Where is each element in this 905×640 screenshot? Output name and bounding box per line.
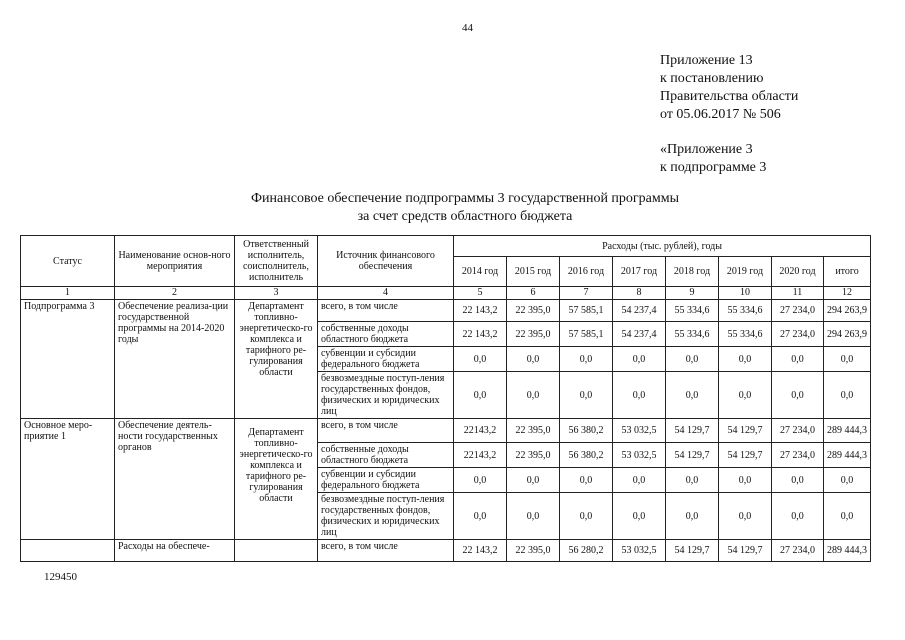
value-cell: 0,0 [772, 347, 824, 372]
value-cell: 289 444,3 [824, 419, 871, 443]
source-cell: всего, в том числе [318, 300, 454, 322]
value-cell: 0,0 [772, 372, 824, 419]
value-cell: 57 585,1 [560, 322, 613, 347]
value-cell: 0,0 [824, 468, 871, 493]
value-cell: 22 143,2 [454, 300, 507, 322]
event-name-cell: Расходы на обеспече- [115, 540, 235, 562]
value-cell: 22 143,2 [454, 322, 507, 347]
value-cell: 0,0 [613, 468, 666, 493]
value-cell: 55 334,6 [719, 300, 772, 322]
value-cell: 0,0 [613, 372, 666, 419]
source-cell: субвенции и субсидии федерального бюджета [318, 347, 454, 372]
table-row [21, 419, 871, 443]
value-cell: 0,0 [454, 372, 507, 419]
value-cell: 22 395,0 [507, 419, 560, 443]
source-cell: безвозмездные поступ-ления государственных фондов, физических и юридических лиц [318, 493, 454, 540]
value-cell: 0,0 [560, 493, 613, 540]
col-index: 10 [719, 287, 772, 300]
source-cell: собственные доходы областного бюджета [318, 443, 454, 468]
header-year: 2020 год [772, 257, 824, 287]
footer-code: 129450 [44, 571, 77, 583]
value-cell: 0,0 [613, 347, 666, 372]
value-cell: 54 129,7 [666, 540, 719, 562]
header-year: 2019 год [719, 257, 772, 287]
source-cell: всего, в том числе [318, 540, 454, 562]
value-cell: 0,0 [507, 468, 560, 493]
value-cell: 0,0 [454, 347, 507, 372]
header-year: 2017 год [613, 257, 666, 287]
appendix-line: Правительства области [660, 89, 799, 104]
value-cell: 289 444,3 [824, 540, 871, 562]
value-cell: 0,0 [824, 347, 871, 372]
event-name-cell: Обеспечение деятель-ности государственных органов [115, 419, 235, 540]
status-cell: Основное меро-приятие 1 [21, 419, 115, 540]
col-index: 7 [560, 287, 613, 300]
value-cell: 294 263,9 [824, 300, 871, 322]
event-name-cell: Обеспечение реализа-ции государственной программы на 2014-2020 годы [115, 300, 235, 419]
value-cell: 55 334,6 [719, 322, 772, 347]
header-total: итого [824, 257, 871, 287]
appendix-subheader [660, 141, 766, 177]
value-cell: 0,0 [454, 468, 507, 493]
table-row [21, 300, 871, 322]
col-index: 11 [772, 287, 824, 300]
value-cell: 0,0 [666, 347, 719, 372]
status-cell: Подпрограмма 3 [21, 300, 115, 419]
value-cell: 57 585,1 [560, 300, 613, 322]
value-cell: 0,0 [666, 372, 719, 419]
value-cell: 0,0 [719, 372, 772, 419]
value-cell: 0,0 [454, 493, 507, 540]
value-cell: 53 032,5 [613, 540, 666, 562]
value-cell: 0,0 [824, 372, 871, 419]
status-cell [21, 540, 115, 562]
value-cell: 56 380,2 [560, 443, 613, 468]
source-cell: субвенции и субсидии федерального бюджета [318, 468, 454, 493]
value-cell: 22 395,0 [507, 540, 560, 562]
value-cell: 0,0 [507, 493, 560, 540]
value-cell: 22 395,0 [507, 322, 560, 347]
appendix-line: к постановлению [660, 71, 764, 86]
value-cell: 54 237,4 [613, 300, 666, 322]
value-cell: 0,0 [772, 493, 824, 540]
value-cell: 55 334,6 [666, 300, 719, 322]
value-cell: 54 237,4 [613, 322, 666, 347]
appendix-sub-line: «Приложение 3 [660, 142, 753, 157]
value-cell: 27 234,0 [772, 540, 824, 562]
value-cell: 22 395,0 [507, 443, 560, 468]
header-year: 2018 год [666, 257, 719, 287]
header-source: Источник финансового обеспечения [318, 236, 454, 287]
value-cell: 53 032,5 [613, 443, 666, 468]
header-status: Статус [21, 236, 115, 287]
value-cell: 56 280,2 [560, 540, 613, 562]
value-cell: 0,0 [666, 468, 719, 493]
value-cell: 22143,2 [454, 443, 507, 468]
value-cell: 0,0 [666, 493, 719, 540]
header-event-name: Наименование основ-ного мероприятия [115, 236, 235, 287]
header-year: 2016 год [560, 257, 613, 287]
table-row [21, 540, 871, 562]
executor-cell: Департамент топливно-энергетическо-го комплекса и тарифного ре-гулирования области [235, 300, 318, 419]
appendix-header [660, 52, 798, 124]
value-cell: 289 444,3 [824, 443, 871, 468]
value-cell: 54 129,7 [719, 540, 772, 562]
source-cell: собственные доходы областного бюджета [318, 322, 454, 347]
col-index: 12 [824, 287, 871, 300]
value-cell: 55 334,6 [666, 322, 719, 347]
col-index: 4 [318, 287, 454, 300]
value-cell: 0,0 [560, 347, 613, 372]
value-cell: 54 129,7 [666, 419, 719, 443]
value-cell: 0,0 [719, 347, 772, 372]
header-executor: Ответственный исполнитель, соисполнитель, исполнитель [235, 236, 318, 287]
value-cell: 294 263,9 [824, 322, 871, 347]
value-cell: 56 380,2 [560, 419, 613, 443]
title-line-2: за счет средств областного бюджета [357, 209, 573, 224]
col-index: 9 [666, 287, 719, 300]
value-cell: 0,0 [560, 372, 613, 419]
col-index: 5 [454, 287, 507, 300]
value-cell: 0,0 [507, 347, 560, 372]
col-index: 1 [21, 287, 115, 300]
value-cell: 22 143,2 [454, 540, 507, 562]
value-cell: 0,0 [824, 493, 871, 540]
value-cell: 0,0 [560, 468, 613, 493]
appendix-line: от 05.06.2017 № 506 [660, 107, 781, 122]
value-cell: 27 234,0 [772, 443, 824, 468]
value-cell: 53 032,5 [613, 419, 666, 443]
col-index: 3 [235, 287, 318, 300]
value-cell: 54 129,7 [719, 443, 772, 468]
title-line-1: Финансовое обеспечение подпрограммы 3 государственной программы [250, 191, 680, 206]
executor-cell: Департамент топливно-энергетическо-го комплекса и тарифного ре-гулирования области [235, 419, 318, 540]
appendix-line: Приложение 13 [660, 53, 753, 68]
value-cell: 27 234,0 [772, 300, 824, 322]
financing-table [20, 235, 871, 562]
value-cell: 0,0 [507, 372, 560, 419]
source-cell: всего, в том числе [318, 419, 454, 443]
value-cell: 0,0 [719, 493, 772, 540]
value-cell: 0,0 [772, 468, 824, 493]
header-year: 2014 год [454, 257, 507, 287]
col-index: 8 [613, 287, 666, 300]
value-cell: 0,0 [719, 468, 772, 493]
document-title [200, 190, 730, 226]
header-expenses: Расходы (тыс. рублей), годы [454, 236, 871, 257]
value-cell: 54 129,7 [719, 419, 772, 443]
col-index: 6 [507, 287, 560, 300]
value-cell: 27 234,0 [772, 322, 824, 347]
header-year: 2015 год [507, 257, 560, 287]
page-number: 44 [462, 22, 473, 34]
value-cell: 54 129,7 [666, 443, 719, 468]
value-cell: 27 234,0 [772, 419, 824, 443]
col-index: 2 [115, 287, 235, 300]
executor-cell [235, 540, 318, 562]
value-cell: 0,0 [613, 493, 666, 540]
appendix-sub-line: к подпрограмме 3 [660, 160, 767, 175]
value-cell: 22143,2 [454, 419, 507, 443]
value-cell: 22 395,0 [507, 300, 560, 322]
source-cell: безвозмездные поступ-ления государственных фондов, физических и юридических лиц [318, 372, 454, 419]
